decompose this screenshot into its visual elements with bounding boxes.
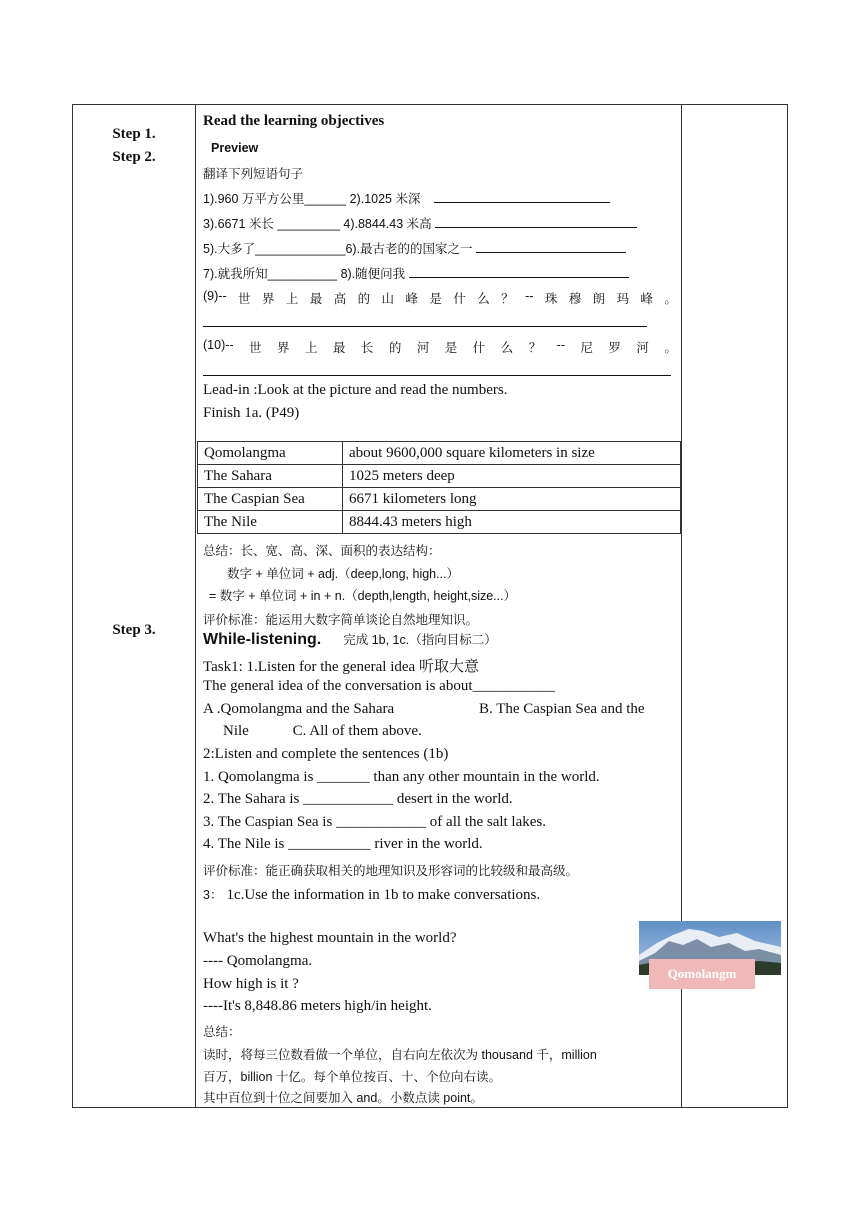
task3-row: [203, 885, 677, 904]
translate-item: 1).960 万平方公里______ 2).1025 米深: [203, 192, 421, 206]
summary-title: 总结：长、宽、高、深、面积的表达结构：: [203, 544, 441, 558]
q-char: 河: [416, 341, 430, 355]
options-row-2: [223, 723, 677, 740]
table-cell: Qomolangma: [198, 442, 343, 465]
answer-blank[interactable]: [476, 239, 626, 253]
q-char: 珠: [544, 292, 558, 306]
table-row: [198, 511, 681, 534]
answer-blank[interactable]: [435, 214, 637, 228]
q-char: 玛: [616, 292, 630, 306]
summary-2-title: 总结：: [203, 1025, 241, 1039]
step-1-label: Step 1.: [112, 126, 156, 142]
q-char: 。: [664, 341, 677, 355]
summary-2-line: 读时，将每三位数看做一个单位，自右向左依次为 thousand 千，million: [203, 1048, 597, 1062]
table-row: [198, 488, 681, 511]
q-char: (10)--: [203, 338, 234, 352]
translate-item-row: [203, 239, 677, 257]
q-char: 罗: [608, 341, 621, 355]
sentence: 4. The Nile is ___________ river in the world.: [203, 836, 483, 852]
step-2-label: Step 2.: [112, 149, 156, 165]
table-cell: The Nile: [198, 511, 343, 534]
table-cell: 1025 meters deep: [343, 465, 681, 488]
q-char: 世: [238, 292, 251, 306]
facts-table: [197, 441, 681, 534]
q-char: 什: [472, 341, 486, 355]
finish-1a: Finish 1a. (P49): [203, 405, 300, 421]
q-char: --: [556, 338, 565, 352]
q-char: 峰: [405, 292, 418, 306]
answer-line-10[interactable]: [203, 363, 671, 376]
step-3-label: Step 3.: [112, 622, 156, 638]
q-char: 长: [360, 341, 374, 355]
task3-text: 1c.Use the information in 1b to make conversations.: [226, 887, 541, 903]
q-char: 尼: [580, 341, 593, 355]
dialog-line: How high is it ?: [203, 976, 299, 992]
preview-label: Preview: [211, 141, 259, 155]
content-column: [197, 105, 737, 1107]
q-char: (9)--: [203, 289, 227, 303]
dialog-line: ----It's 8,848.86 meters high/in height.: [203, 998, 432, 1014]
dialog-line: What's the highest mountain in the world?: [203, 930, 457, 946]
sentence: 3. The Caspian Sea is ____________ of all the salt lakes.: [203, 814, 547, 830]
sentence: 1. Qomolangma is _______ than any other mountain in the world.: [203, 769, 600, 785]
task3-number: 3：: [203, 888, 223, 902]
option-c[interactable]: C. All of them above.: [292, 723, 422, 739]
q-char: 么: [500, 341, 514, 355]
sentence: 2. The Sahara is ____________ desert in the world.: [203, 791, 513, 807]
while-listening-row: [203, 630, 677, 649]
table-row: [198, 465, 681, 488]
question-10: [203, 338, 677, 356]
q-char: ？: [501, 292, 514, 306]
table-cell: The Sahara: [198, 465, 343, 488]
table-cell: 6671 kilometers long: [343, 488, 681, 511]
q-char: 什: [453, 292, 466, 306]
translate-item-row: [203, 264, 677, 282]
objectives-heading: Read the learning objectives: [203, 113, 385, 129]
while-listening-note: 完成 1b, 1c.（指向目标二）: [343, 633, 497, 647]
answer-blank[interactable]: [409, 264, 629, 278]
options-row: [203, 701, 677, 718]
option-b[interactable]: B. The Caspian Sea and the: [479, 701, 645, 717]
translate-item: 5).大多了_____________6).最古老的的国家之一: [203, 242, 473, 256]
translate-item: 3).6671 米长 _________ 4).8844.43 米高: [203, 217, 432, 231]
question-9: [203, 289, 677, 307]
q-char: 高: [333, 292, 347, 306]
table-cell: about 9600,000 square kilometers in size: [343, 442, 681, 465]
translate-item-row: [203, 214, 677, 232]
q-char: 上: [304, 341, 318, 355]
q-char: 上: [285, 292, 299, 306]
task1: Task1: 1.Listen for the general idea 听取大意: [203, 659, 479, 675]
q-char: 是: [444, 341, 458, 355]
q-char: 穆: [568, 292, 582, 306]
q-char: 朗: [592, 292, 606, 306]
translate-instruction: 翻译下列短语句子: [203, 167, 304, 181]
answer-line-9[interactable]: [203, 314, 647, 327]
formula-1: 数字 + 单位词 + adj.（deep,long, high...）: [227, 567, 460, 581]
q-char: 山: [381, 292, 395, 306]
q-char: --: [525, 289, 534, 303]
general-idea: The general idea of the conversation is about___________: [203, 678, 555, 694]
lead-in: Lead-in :Look at the picture and read the numbers.: [203, 382, 508, 398]
q-char: 的: [357, 292, 371, 306]
answer-blank[interactable]: [434, 189, 610, 203]
table-row: [198, 442, 681, 465]
formula-2: = 数字 + 单位词 + in + n.（depth,length, height,size...）: [209, 589, 517, 603]
q-char: 世: [249, 341, 262, 355]
column-divider-left: [195, 105, 196, 1107]
translate-item: 7).就我所知__________ 8).随便问我: [203, 267, 406, 281]
q-char: 。: [664, 292, 677, 306]
criteria-2: 评价标准：能正确获取相关的地理知识及形容词的比较级和最高级。: [203, 864, 579, 878]
summary-2-line: 百万，billion 十亿。每个单位按百、十、个位向右读。: [203, 1070, 501, 1084]
dialog-line: ---- Qomolangma.: [203, 953, 313, 969]
summary-2-line: 其中百位到十位之间要加入 and。小数点读 point。: [203, 1091, 483, 1105]
q-char: 是: [429, 292, 442, 306]
q-char: 界: [261, 292, 275, 306]
criteria-1: 评价标准：能运用大数字简单谈论自然地理知识。: [203, 613, 479, 627]
q-char: 峰: [640, 292, 654, 306]
translate-item-row: [203, 189, 677, 207]
q-char: 么: [477, 292, 490, 306]
q-char: ？: [528, 341, 542, 355]
q-char: 的: [388, 341, 402, 355]
lesson-table: [72, 104, 788, 1108]
q-char: 最: [309, 292, 323, 306]
listen-2: 2:Listen and complete the sentences (1b): [203, 746, 449, 762]
q-char: 界: [276, 341, 290, 355]
option-a[interactable]: A .Qomolangma and the Sahara: [203, 701, 395, 717]
while-listening-title: While-listening.: [203, 631, 322, 648]
q-char: 最: [332, 341, 346, 355]
table-cell: 8844.43 meters high: [343, 511, 681, 534]
table-cell: The Caspian Sea: [198, 488, 343, 511]
photo-label: Qomolangm: [649, 959, 755, 989]
option-b-cont: Nile: [223, 723, 249, 739]
q-char: 河: [636, 341, 649, 355]
